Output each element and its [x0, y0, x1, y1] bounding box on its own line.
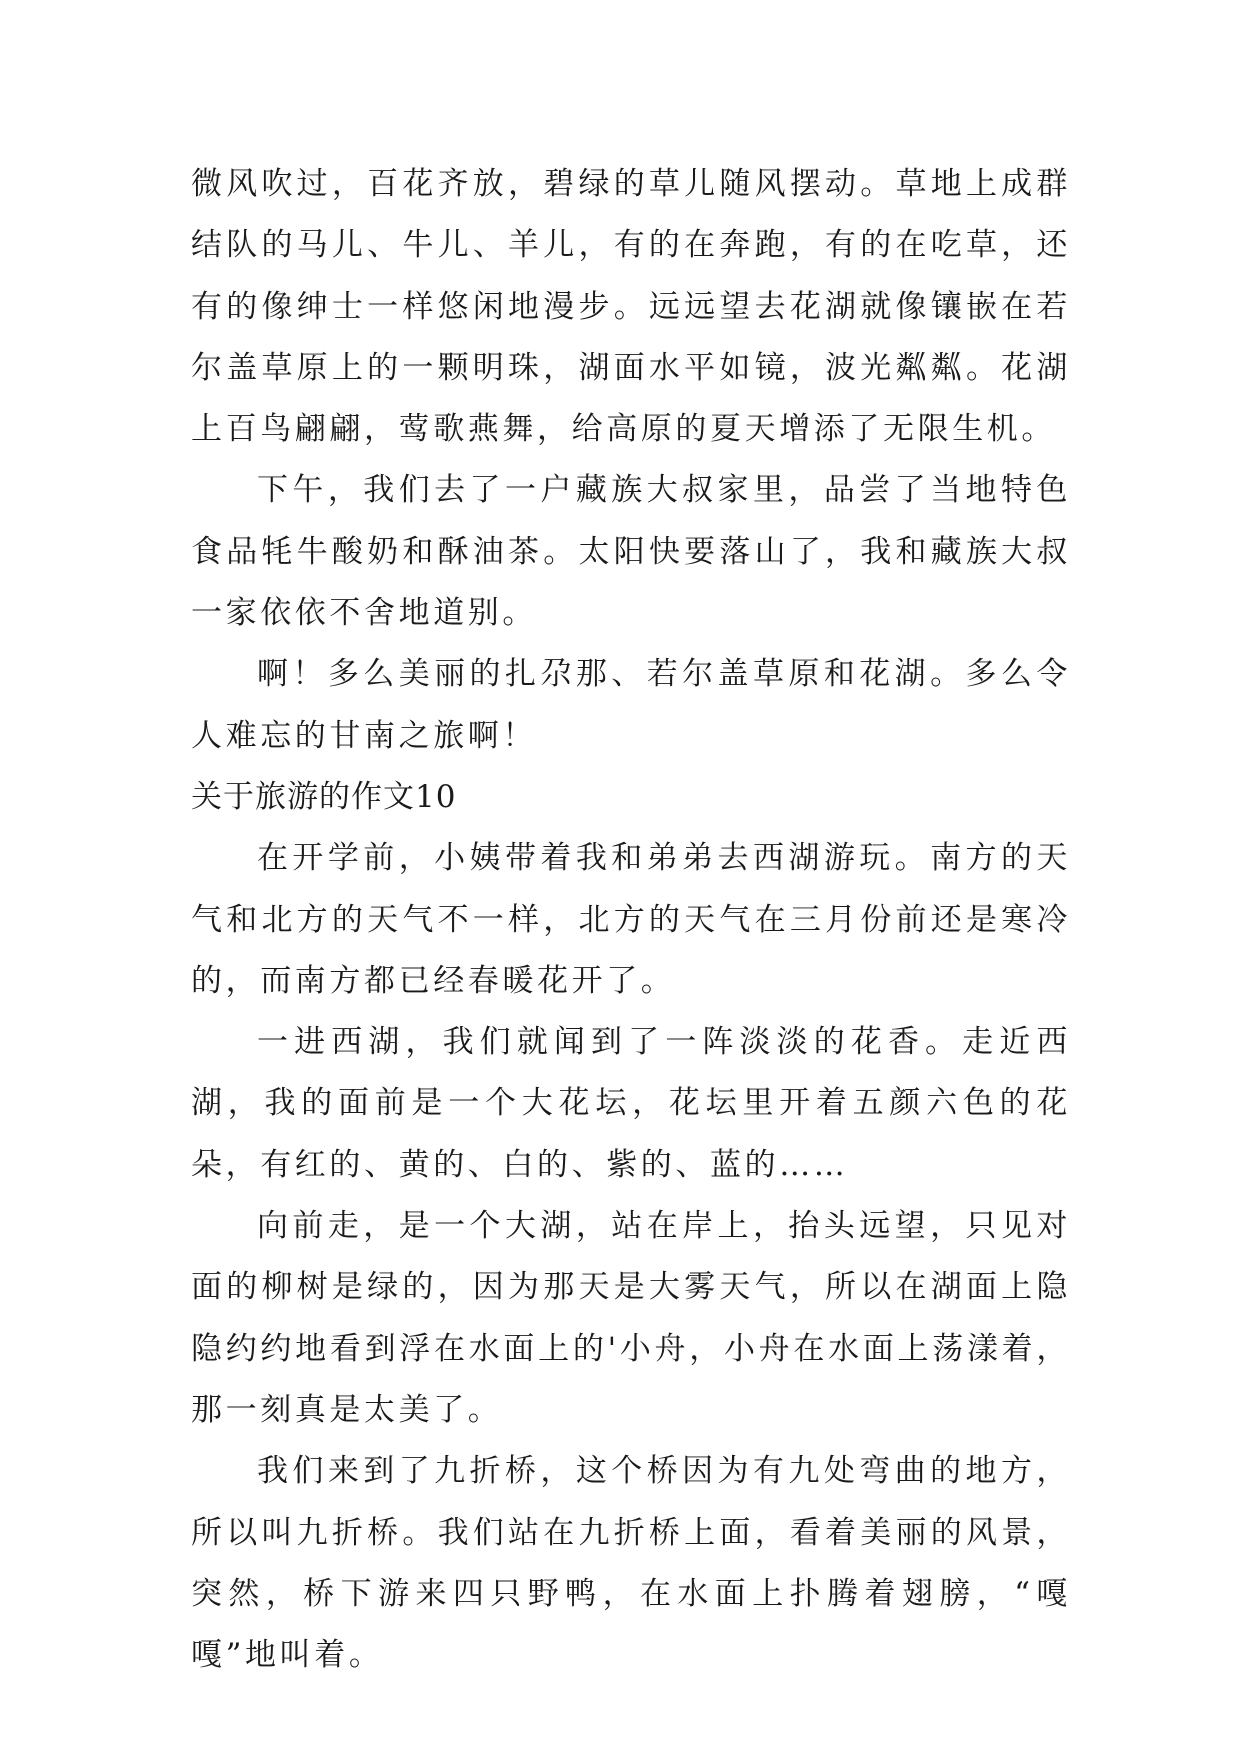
paragraph-afternoon: 下午，我们去了一户藏族大叔家里，品尝了当地特色食品牦牛酸奶和酥油茶。太阳快要落山了，我和藏族大叔一家依依不舍地道别。 — [191, 472, 1071, 632]
document-body — [191, 154, 1071, 1686]
paragraph-exclamation: 啊！多么美丽的扎尕那、若尔盖草原和花湖。多么令人难忘的甘南之旅啊！ — [191, 656, 1071, 754]
paragraph-westlake-intro: 在开学前，小姨带着我和弟弟去西湖游玩。南方的天气和北方的天气不一样，北方的天气在三月份前还是寒冷的，而南方都已经春暖花开了。 — [191, 840, 1071, 999]
paragraph-grassland: 微风吹过，百花齐放，碧绿的草儿随风摆动。草地上成群结队的马儿、牛儿、羊儿，有的在奔跑，有的在吃草，还有的像绅士一样悠闲地漫步。远远望去花湖就像镶嵌在若尔盖草原上的一颗明珠，湖面水平如镜，波光粼粼。花湖上百鸟翩翩，莺歌燕舞，给高原的夏天增添了无限生机。 — [191, 166, 1071, 448]
paragraph-lake-view: 向前走，是一个大湖，站在岸上，抬头远望，只见对面的柳树是绿的，因为那天是大雾天气，所以在湖面上隐隐约约地看到浮在水面上的'小舟，小舟在水面上荡漾着，那一刻真是太美了。 — [191, 1208, 1071, 1428]
paragraph-flower-bed: 一进西湖，我们就闻到了一阵淡淡的花香。走近西湖，我的面前是一个大花坛，花坛里开着五颜六色的花朵，有红的、黄的、白的、紫的、蓝的…… — [191, 1024, 1071, 1183]
paragraph-bridge: 我们来到了九折桥，这个桥因为有九处弯曲的地方，所以叫九折桥。我们站在九折桥上面，看着美丽的风景，突然，桥下游来四只野鸭，在水面上扑腾着翅膀，“嘎嘎”地叫着。 — [191, 1453, 1071, 1674]
section-heading: 关于旅游的作文10 — [191, 778, 457, 815]
